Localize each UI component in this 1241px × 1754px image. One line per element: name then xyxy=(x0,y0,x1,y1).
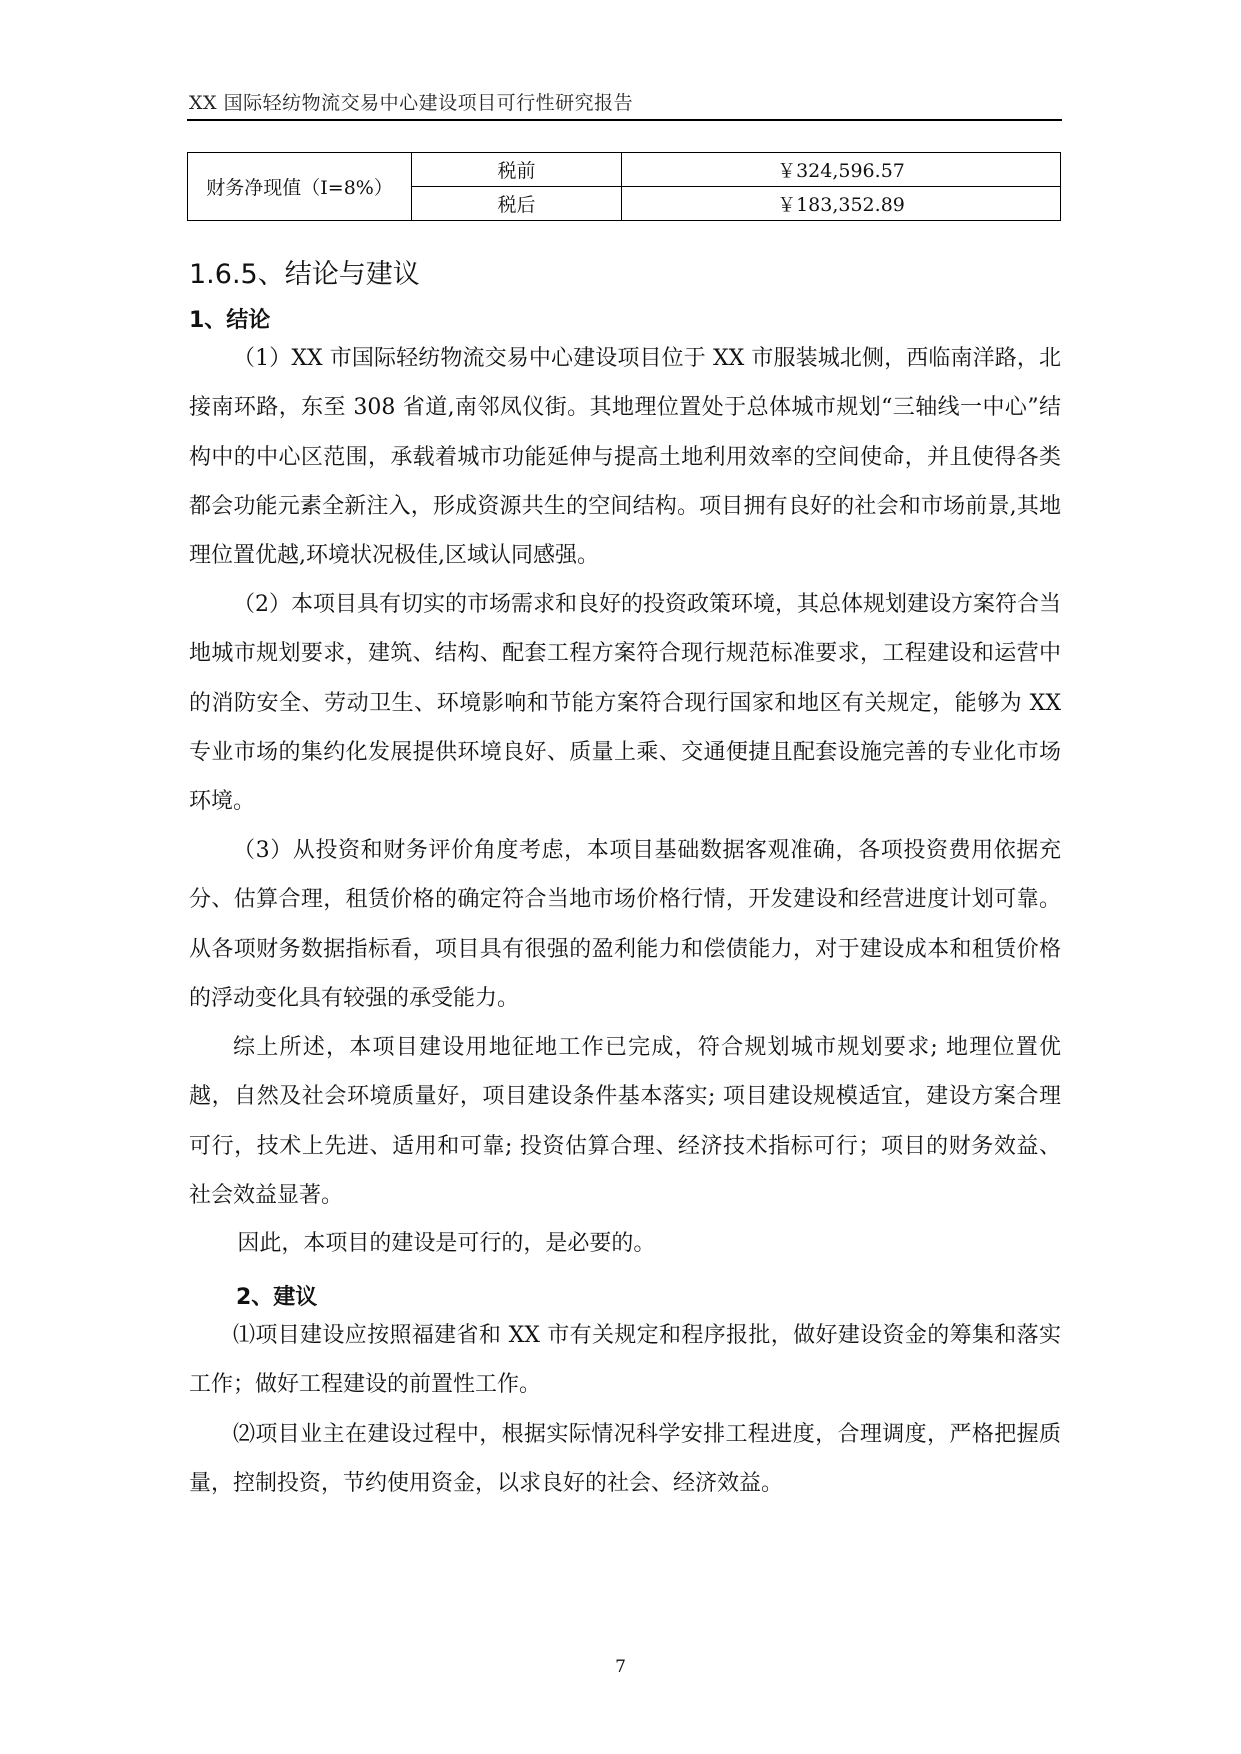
post-tax-label-cell: 税后 xyxy=(412,187,622,221)
suggestion-paragraph-2: ⑵项目业主在建设过程中，根据实际情况科学安排工程进度，合理调度，严格把握质量，控制投资，节约使用资金，以求良好的社会、经济效益。 xyxy=(189,1422,1061,1497)
conclusion-paragraph-3: （3）从投资和财务评价角度考虑，本项目基础数据客观准确，各项投资费用依据充分、估算合理，租赁价格的确定符合当地市场价格行情，开发建设和经营进度计划可靠。从各项财务数据指标看，项目具有很强的盈利能力和偿债能力，对于建设成本和租赁价格的浮动变化具有较强的承受能力。 xyxy=(189,838,1061,1011)
pre-tax-value-cell: ￥324,596.57 xyxy=(621,153,1060,187)
header-rule xyxy=(187,119,1062,121)
conclusion-statement: 因此，本项目的建设是可行的，是必要的。 xyxy=(237,1231,656,1256)
running-header: XX 国际轻纺物流交易中心建设项目可行性研究报告 xyxy=(189,92,634,114)
conclusion-paragraph-2: （2）本项目具有切实的市场需求和良好的投资政策环境，其总体规划建设方案符合当地城市规划要求，建筑、结构、配套工程方案符合现行规范标准要求，工程建设和运营中的消防安全、劳动卫生、环境影响和节能方案符合现行国家和地区有关规定，能够为 XX 专业市场的集约化发展提供环境良好、质量上乘、交通便捷且配套设施完善的专业化市场环境。 xyxy=(189,592,1061,815)
page-number: 7 xyxy=(615,1657,626,1677)
table-row xyxy=(188,153,1061,187)
suggestion-paragraph-1: ⑴项目建设应按照福建省和 XX 市有关规定和程序报批，做好建设资金的筹集和落实工作；做好工程建设的前置性工作。 xyxy=(189,1323,1061,1398)
summary-paragraph: 综上所述，本项目建设用地征地工作已完成，符合规划城市规划要求; 地理位置优越，自然及社会环境质量好，项目建设条件基本落实; 项目建设规模适宜，建设方案合理可行，技术上先进、适用和可靠; 投资估算合理、经济技术指标可行；项目的财务效益、社会效益显著。 xyxy=(189,1035,1061,1208)
section-title: 1.6.5、结论与建议 xyxy=(189,259,420,290)
post-tax-value-cell: ￥183,352.89 xyxy=(621,187,1060,221)
pre-tax-label-cell: 税前 xyxy=(412,153,622,187)
conclusion-paragraph-1: （1）XX 市国际轻纺物流交易中心建设项目位于 XX 市服装城北侧，西临南洋路，北接南环路，东至 308 省道,南邻凤仪街。其地理位置处于总体城市规划“三轴线一中心”结构中的中心区范围，承载着城市功能延伸与提高土地利用效率的空间使命，并且使得各类都会功能元素全新注入，形成资源共生的空间结构。项目拥有良好的社会和市场前景,其地理位置优越,环境状况极佳,区域认同感强。 xyxy=(189,346,1061,569)
suggestion-heading: 2、建议 xyxy=(236,1285,318,1310)
npv-table xyxy=(187,152,1061,221)
conclusion-heading: 1、结论 xyxy=(189,308,271,333)
npv-label-cell: 财务净现值（I=8%） xyxy=(188,153,412,221)
